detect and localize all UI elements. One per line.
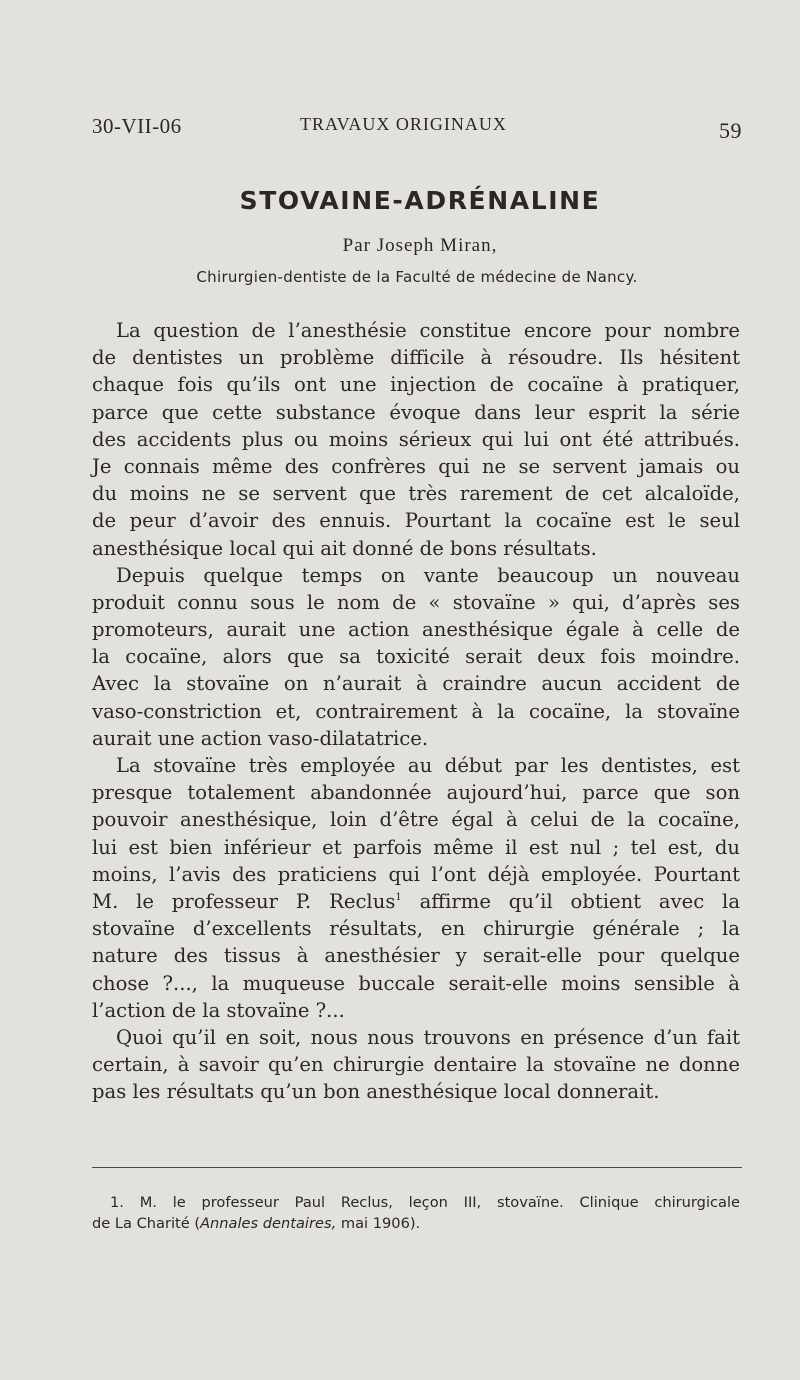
text-line: la cocaïne, alors que sa toxicité serait deux fois moindre. xyxy=(92,645,740,669)
text-line: vaso-constriction et, contrairement à la cocaïne, la stovaïne xyxy=(92,699,740,723)
journal-title: Annales dentaires, xyxy=(200,1215,337,1232)
footnote-marker: 1 xyxy=(395,891,402,903)
footnote xyxy=(92,1192,740,1234)
text-line: La stovaïne très employée au début par les dentistes, est xyxy=(116,754,740,777)
text-line: presque totalement abandonnée aujourd’hui, parce que son xyxy=(92,781,740,805)
text-line: l’action de la stovaïne ?... xyxy=(92,998,345,1022)
text-line: stovaïne d’excellents résultats, en chirurgie générale ; la xyxy=(92,917,740,941)
text-line: nature des tissus à anesthésier y serait-elle pour quelque xyxy=(92,944,740,968)
text-line: certain, à savoir qu’en chirurgie dentaire la stovaïne ne donne xyxy=(92,1053,740,1077)
footnote-line xyxy=(92,1213,740,1234)
text-line: produit connu sous le nom de « stovaïne » qui, d’après ses xyxy=(92,590,740,614)
text-line: aurait une action vaso-dilatatrice. xyxy=(92,726,429,750)
section-title: TRAVAUX ORIGINAUX xyxy=(300,114,507,134)
text-line: des accidents plus ou moins sérieux qui lui ont été attribués. xyxy=(92,427,740,451)
article-title: STOVAINE-ADRÉNALINE xyxy=(239,186,601,215)
footnote-text: mai 1906). xyxy=(336,1215,421,1232)
issue-date: 30-VII-06 xyxy=(92,114,182,138)
text-line: Je connais même des confrères qui ne se servent jamais ou xyxy=(92,454,740,478)
text-line: de peur d’avoir des ennuis. Pourtant la cocaïne est le seul xyxy=(92,509,740,533)
footnote-text: de La Charité ( xyxy=(92,1215,201,1232)
text-line: pas les résultats qu’un bon anesthésique local donnerait. xyxy=(92,1080,660,1104)
text-line: anesthésique local qui ait donné de bons résultats. xyxy=(92,536,597,560)
text-line: chaque fois qu’ils ont une injection de cocaïne à pratiquer, xyxy=(92,373,740,397)
page-number: 59 xyxy=(719,118,742,143)
article-body xyxy=(92,317,740,1105)
text-line: moins, l’avis des praticiens qui l’ont déjà employée. Pourtant xyxy=(92,862,740,886)
text-line: lui est bien inférieur et parfois même il est nul ; tel est, du xyxy=(92,835,740,859)
text-line: pouvoir anesthésique, loin d’être égal à celui de la cocaïne, xyxy=(92,808,740,832)
text-line: du moins ne se servent que très rarement de cet alcaloïde, xyxy=(92,482,740,506)
text-line: Avec la stovaïne on n’aurait à craindre aucun accident de xyxy=(92,672,740,696)
text-line: La question de l’anesthésie constitue encore pour nombre xyxy=(116,319,740,342)
running-head xyxy=(92,114,742,144)
text-line: chose ?..., la muqueuse buccale serait-elle moins sensible à xyxy=(92,971,740,995)
text-fragment: M. le professeur P. Reclus xyxy=(92,889,396,913)
footnote-rule xyxy=(92,1167,742,1168)
text-line: Depuis quelque temps on vante beaucoup un nouveau xyxy=(116,563,740,587)
text-line: de dentistes un problème difficile à résoudre. Ils hésitent xyxy=(92,346,740,370)
author-affiliation: Chirurgien-dentiste de la Faculté de médecine de Nancy. xyxy=(196,268,638,286)
article-byline: Par Joseph Miran, xyxy=(342,235,498,256)
text-line: parce que cette substance évoque dans leur esprit la série xyxy=(92,400,740,424)
text-line: Quoi qu’il en soit, nous nous trouvons en présence d’un fait xyxy=(116,1025,740,1049)
text-fragment: affirme qu’il obtient avec la xyxy=(401,889,741,913)
text-line: promoteurs, aurait une action anesthésique égale à celle de xyxy=(92,618,740,642)
footnote-line: 1. M. le professeur Paul Reclus, leçon III, stovaïne. Clinique chirurgicale xyxy=(110,1194,740,1211)
text-line xyxy=(92,888,740,915)
